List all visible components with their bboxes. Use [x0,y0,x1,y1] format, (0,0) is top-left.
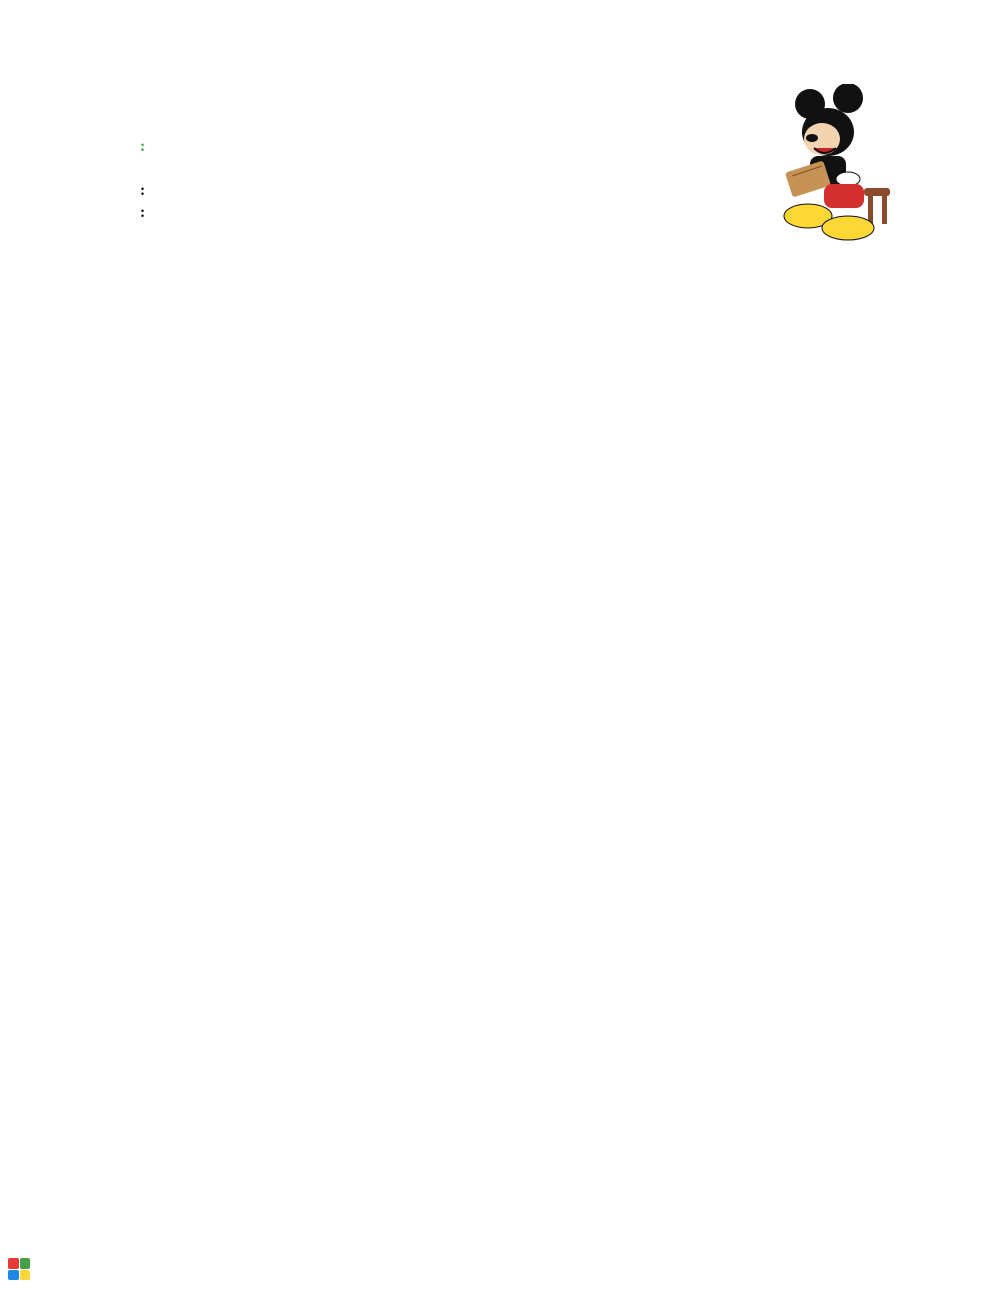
teachers-line: : [140,138,146,155]
worksheet-header [140,116,860,224]
liveworksheets-logo [8,1258,34,1280]
brand-grid-icon [8,1258,30,1280]
indicaciones-line: : [140,204,146,221]
mickey-reading-illustration [778,84,898,244]
ambito-line: : [140,182,146,199]
